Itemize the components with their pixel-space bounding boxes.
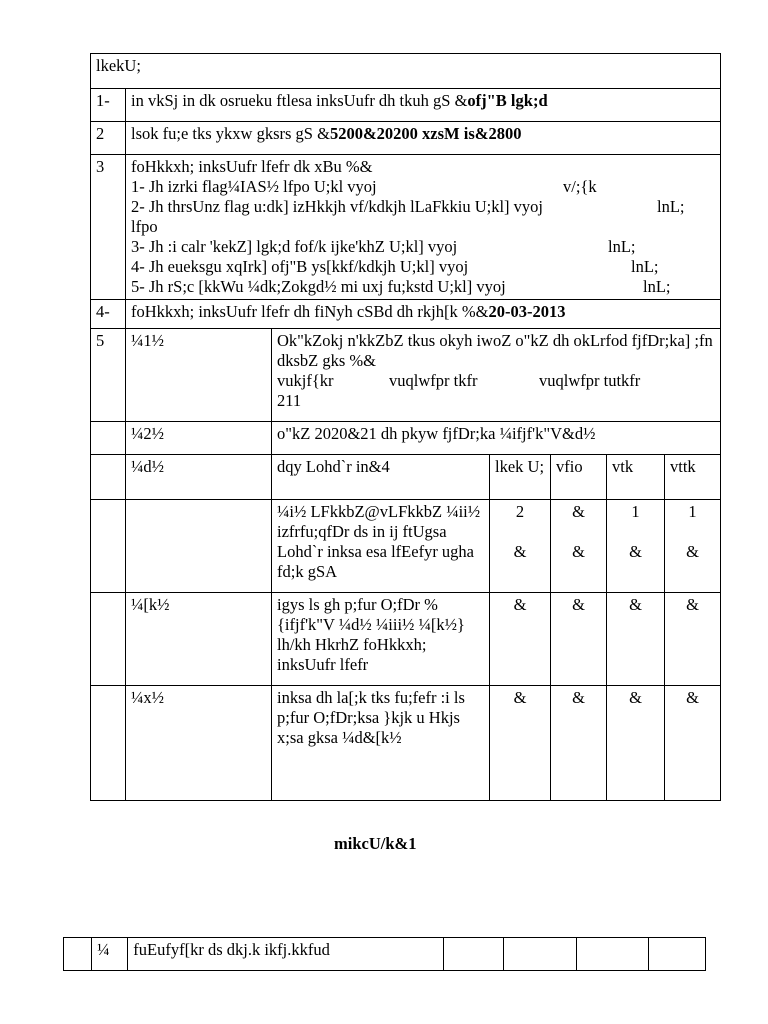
committee-member: 2- Jh thrsUnz flag u:dk] izHkkjh vf/kdkjh lLaFkkiu U;kl] vyoj lnL;	[131, 197, 685, 216]
value-cell: 1 &	[665, 500, 721, 593]
committee-member: 5- Jh rS;c [kkWu ¼dk;Zokgd½ mi uxj fu;kstd U;kl] vyoj lnL;	[131, 277, 671, 296]
committee-member: 3- Jh :i calr 'kekZ] lgk;d fof/k ijke'khZ U;kl] vyoj lnL;	[131, 237, 636, 256]
header-row	[91, 54, 721, 89]
row-text: ¼i½ LFkkbZ@vLFkkbZ ¼ii½ izfrfu;qfDr ds in ij ftUgsa Lohd`r inksa esa lfEefyr ugha fd;k gSA	[272, 500, 490, 593]
table-row	[91, 593, 721, 686]
header-cell: lkekU;	[91, 54, 721, 89]
value-cell: &	[490, 593, 551, 686]
committee-title: foHkkxh; inksUufr lfefr dk xBu %&	[131, 157, 373, 176]
sub-label: ¼d½	[126, 455, 272, 500]
value-cell: &	[665, 593, 721, 686]
main-table	[90, 53, 721, 801]
col-header: vfio	[551, 455, 607, 500]
value-cell: &	[665, 686, 721, 801]
value-cell: &	[551, 593, 607, 686]
committee-member: 1- Jh izrki flag¼IAS½ lfpo U;kl vyoj v/;{k	[131, 177, 597, 196]
row-text: inksa dh la[;k tks fu;fefr :i ls p;fur O;fDr;ksa }kjk u Hkjs x;sa gksa ¼d&[k½	[272, 686, 490, 801]
sub-label: ¼x½	[126, 686, 272, 801]
table-row	[91, 329, 721, 422]
col-header: vttk	[665, 455, 721, 500]
value-cell: &	[490, 686, 551, 801]
col-header: vtk	[607, 455, 665, 500]
row-text: dqy Lohd`r in&4	[272, 455, 490, 500]
col-header: lkek U;	[490, 455, 551, 500]
table-row	[91, 155, 721, 300]
value-cell: 1 &	[607, 500, 665, 593]
row-text: fuEufyf[kr ds dkj.k ikfj.kkfud	[128, 938, 443, 971]
vacancy-cell: Ok"kZokj n'kkZbZ tkus okyh iwoZ o"kZ dh okLrfod fjfDr;ka] ;fn dksbZ gks %& vukjf{kr vuqlwfpr tkfr vuqlwfpr tutkfr 211	[272, 329, 721, 422]
row-text: igys ls gh p;fur O;fDr % {ifjf'k"V ¼d½ ¼iii½ ¼[k½} lh/kh HkrhZ foHkkxh; inksUufr lfefr	[272, 593, 490, 686]
table-row	[91, 686, 721, 801]
value-cell: 2 &	[490, 500, 551, 593]
table-row	[91, 122, 721, 155]
sub-label: ¼2½	[126, 422, 272, 455]
row-number: 1-	[91, 89, 126, 122]
committee-member: 4- Jh eueksgu xqIrk] ofj"B ys[kkf/kdkjh U;kl] vyoj lnL;	[131, 257, 659, 276]
table-row	[64, 938, 706, 971]
table-row	[91, 300, 721, 329]
row-text: o"kZ 2020&21 dh pkyw fjfDr;ka ¼ifjf'k"V&d½	[272, 422, 721, 455]
row-text: foHkkxh; inksUufr lfefr dh fiNyh cSBd dh rkjh[k %&20-03-2013	[126, 300, 721, 329]
sub-label: ¼1½	[126, 329, 272, 422]
value-cell: &	[607, 686, 665, 801]
table-row	[91, 422, 721, 455]
row-number: 3	[91, 155, 126, 300]
value-cell: &	[551, 686, 607, 801]
sub-label: ¼	[92, 938, 128, 971]
row-number: 5	[91, 329, 126, 422]
row-text: in vkSj in dk osrueku ftlesa inksUufr dh tkuh gS &ofj"B lgk;d	[126, 89, 721, 122]
continuation-table	[63, 937, 706, 971]
value-cell: & &	[551, 500, 607, 593]
sub-label: ¼[k½	[126, 593, 272, 686]
annexure-caption: mikcU/k&1	[334, 834, 417, 853]
committee-member-cont: lfpo	[131, 217, 158, 236]
table-row	[91, 89, 721, 122]
table-row	[91, 455, 721, 500]
committee-cell	[126, 155, 721, 300]
value-cell: &	[607, 593, 665, 686]
row-number: 4-	[91, 300, 126, 329]
row-number: 2	[91, 122, 126, 155]
table-row	[91, 500, 721, 593]
row-text: lsok fu;e tks ykxw gksrs gS &5200&20200 xzsM is&2800	[126, 122, 721, 155]
